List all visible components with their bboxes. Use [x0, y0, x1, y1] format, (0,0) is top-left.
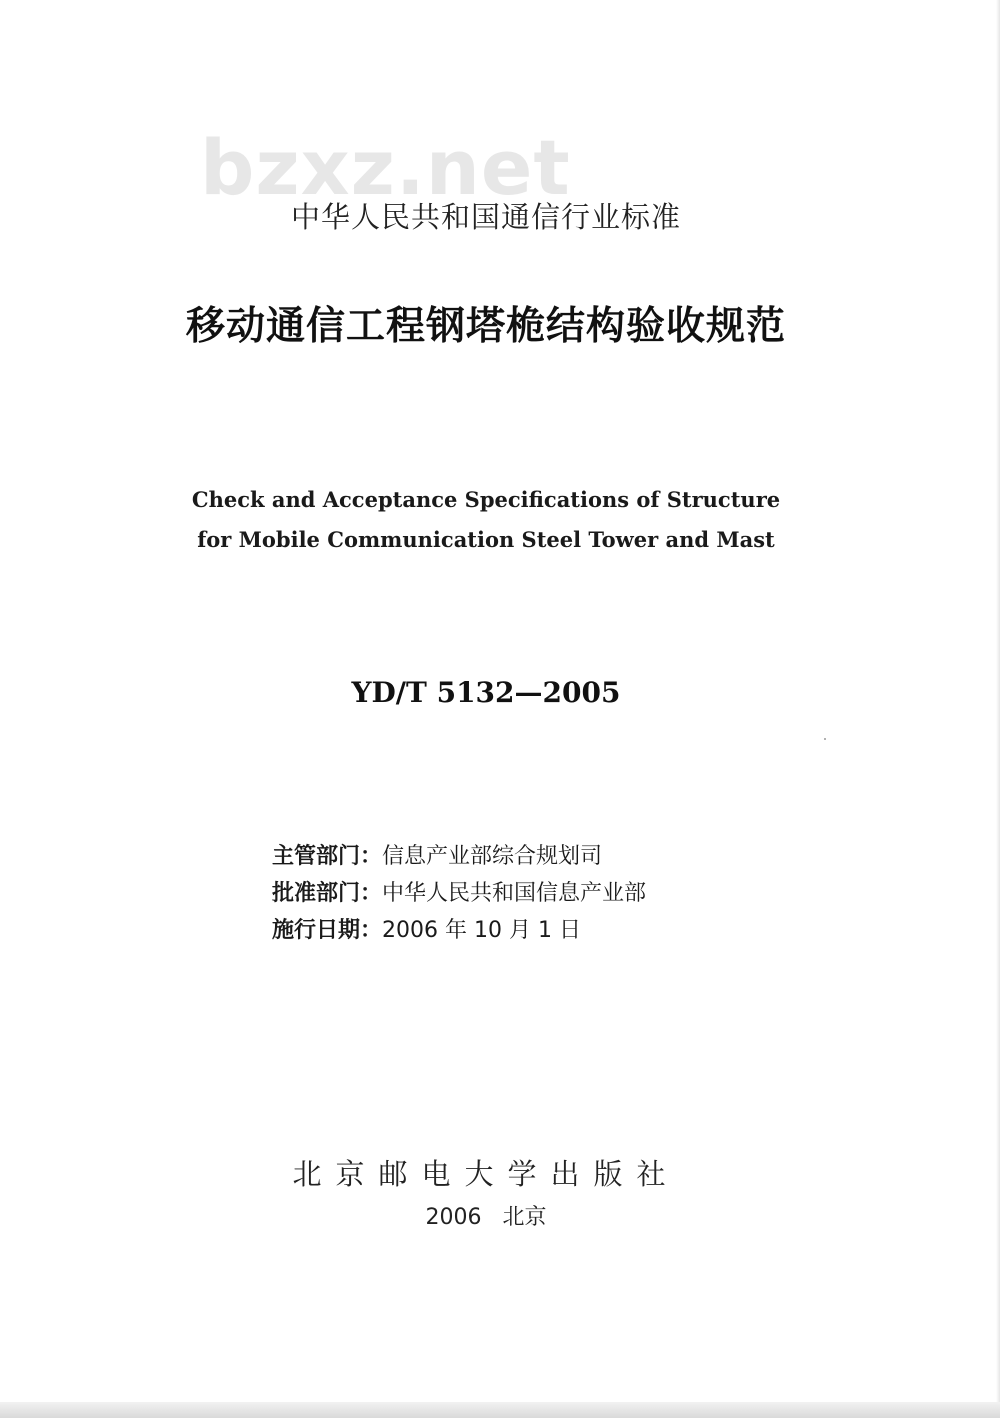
publisher-name: 北京邮电大学出版社	[292, 1157, 680, 1191]
publication-year-place: 2006 北京	[425, 1205, 547, 1230]
english-title-line-2: for Mobile Communication Steel Tower and Mast	[197, 527, 775, 552]
competent-department-label: 主管部门：	[272, 844, 383, 869]
scan-speck	[824, 738, 826, 740]
approval-department-row	[272, 875, 646, 912]
competent-department-row	[272, 838, 646, 875]
effective-date-row	[272, 912, 646, 949]
approval-department-value: 中华人民共和国信息产业部	[382, 881, 647, 906]
effective-date-label: 施行日期：	[272, 918, 383, 943]
document-title-english	[0, 480, 972, 560]
competent-department-value: 信息产业部综合规划司	[382, 844, 603, 869]
english-title-line-1: Check and Acceptance Specifications of Structure	[191, 487, 781, 512]
effective-date-value: 2006 年 10 月 1 日	[382, 918, 581, 943]
page-right-edge	[996, 0, 1000, 1418]
industry-standard-heading: 中华人民共和国通信行业标准	[290, 200, 681, 234]
document-title-chinese: 移动通信工程钢塔桅结构验收规范	[185, 304, 786, 349]
approval-department-label: 批准部门：	[272, 881, 383, 906]
watermark: bzxz.net	[200, 123, 571, 212]
standard-number: YD/T 5132—2005	[351, 676, 621, 709]
document-metadata	[272, 838, 646, 949]
page-bottom-edge	[0, 1402, 1000, 1418]
